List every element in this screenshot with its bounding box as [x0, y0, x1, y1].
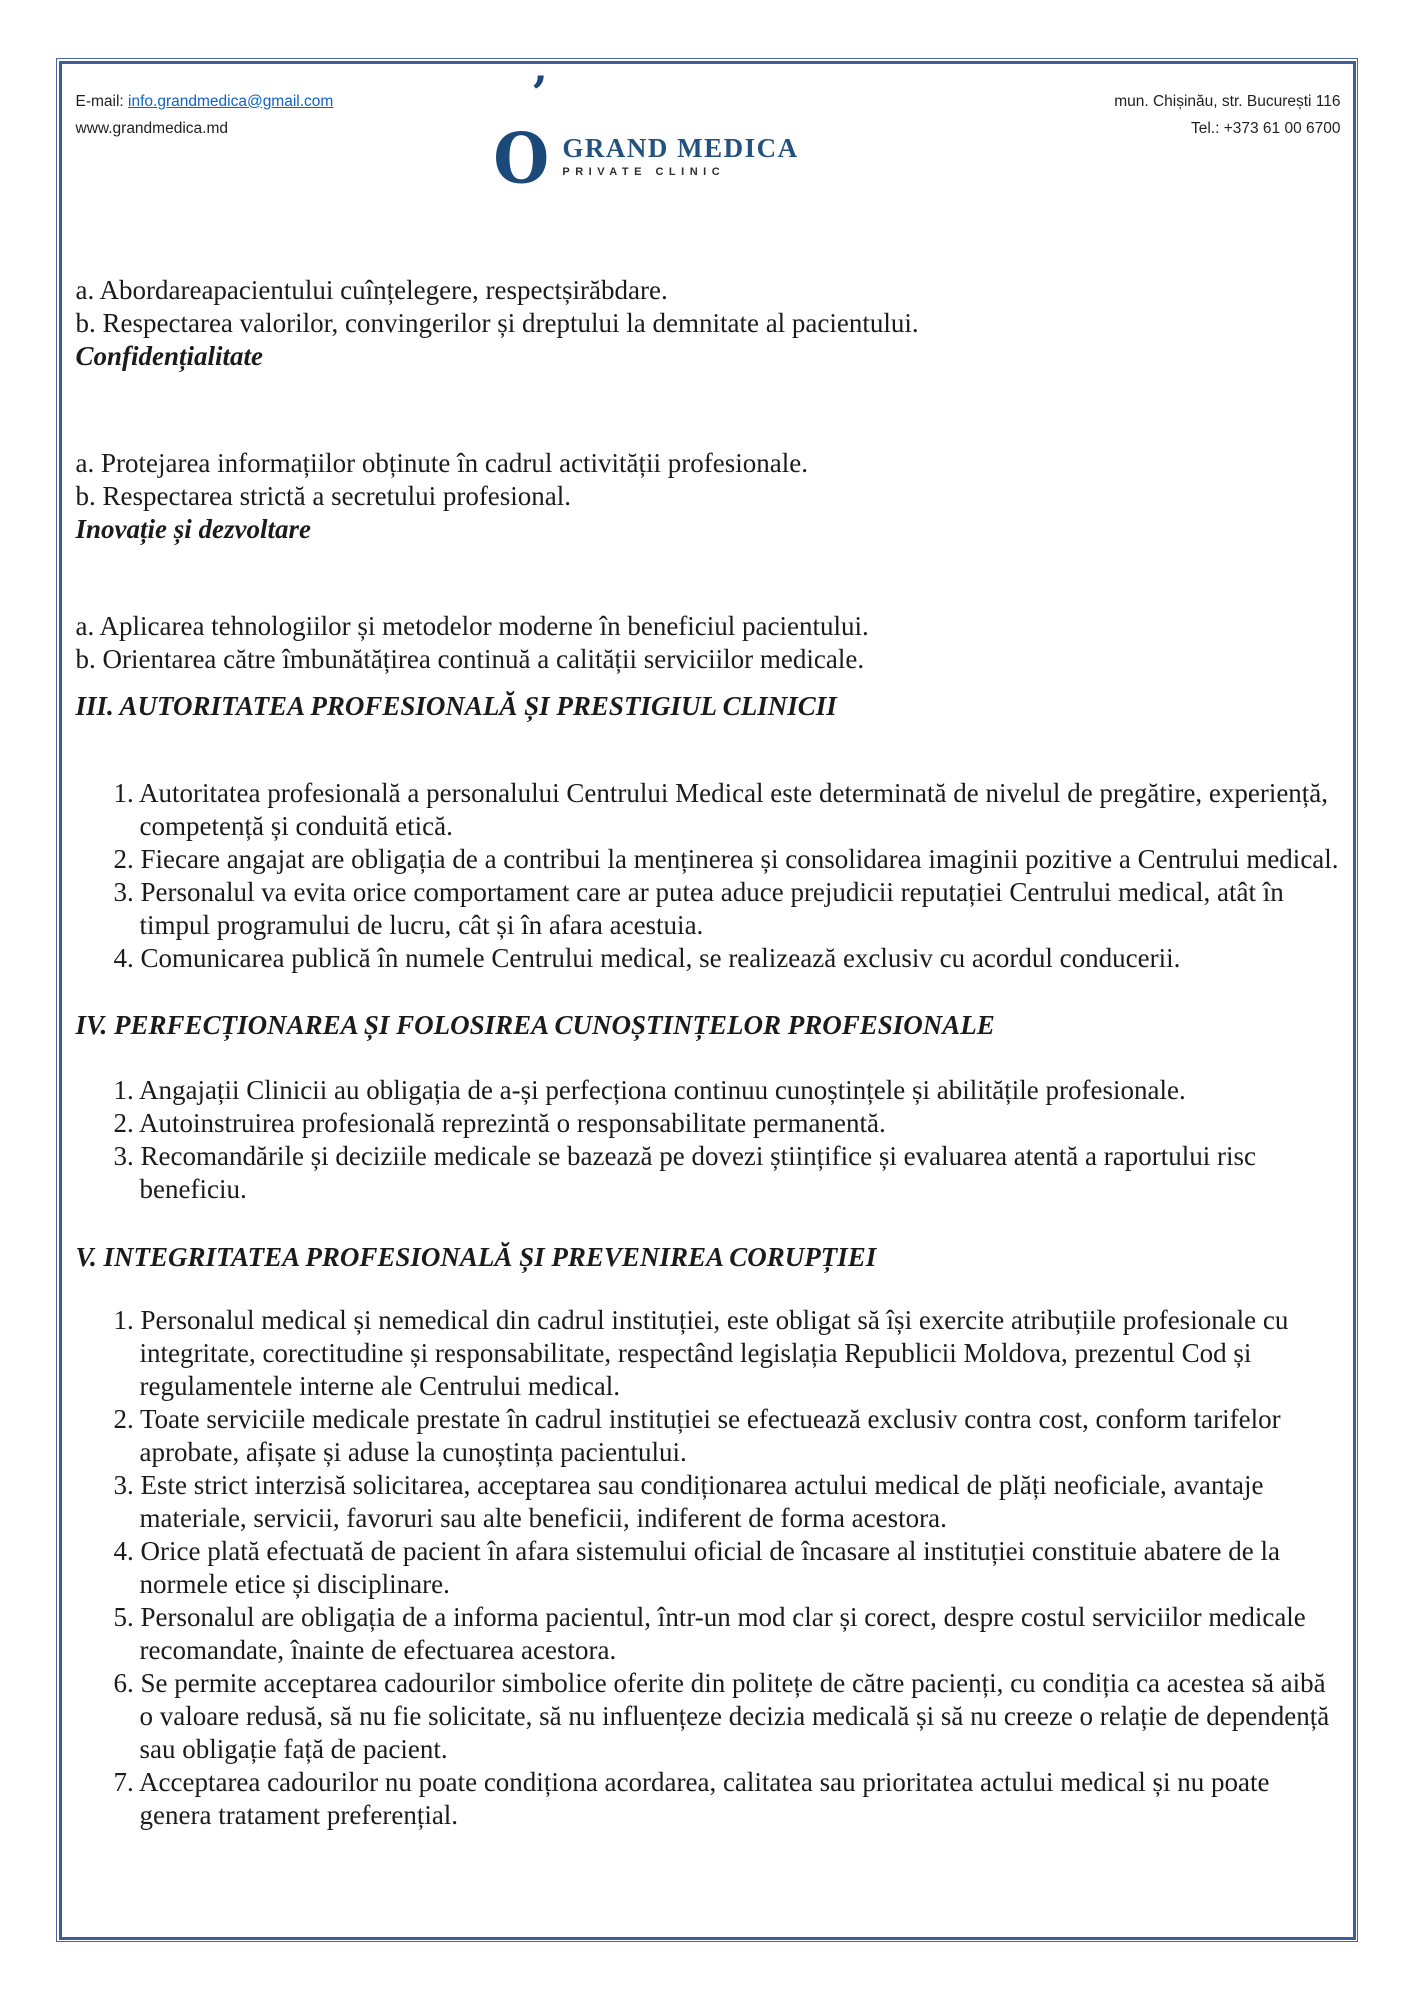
- list-item: 1. Angajații Clinicii au obligația de a-și perfecționa continuu cunoștințele și abilitățile profesionale.: [113, 1074, 1186, 1105]
- logo-monogram-icon: [493, 65, 550, 200]
- paragraph-confidential-a: a. Protejarea informațiilor obținute în cadrul activității profesionale.: [75, 447, 808, 478]
- paragraph-inovatie-b: b. Orientarea către îmbunătățirea continuă a calității serviciilor medicale.: [75, 643, 865, 674]
- list-item: 2. Toate serviciile medicale prestate în cadrul instituției se efectuează exclusiv contra cost, conform tarifelor aprobate, afișate și aduse la cunoștința pacientului.: [113, 1403, 1281, 1467]
- logo-text: [562, 132, 799, 178]
- document-body: [62, 274, 1353, 1832]
- logo: [364, 65, 929, 200]
- subheading-inovatie: Inovație și dezvoltare: [75, 513, 311, 544]
- section-heading-v: V. INTEGRITATEA PROFESIONALĂ ȘI PREVENIREA CORUPȚIEI: [75, 1241, 877, 1272]
- paragraph-respect-b: b. Respectarea valorilor, convingerilor și dreptului la demnitate al pacientului.: [75, 307, 919, 338]
- list-item: 4. Comunicarea publică în numele Centrului medical, se realizează exclusiv cu acordul conducerii.: [113, 942, 1181, 973]
- list-item: 6. Se permite acceptarea cadourilor simbolice oferite din politețe de către pacienți, cu condiția ca acestea să aibă o valoare redusă, să nu fie solicitate, să nu influențeze decizia medicală și să nu creeze o relație de dependență sau obligație față de pacient.: [113, 1667, 1330, 1764]
- logo-tagline: PRIVATE CLINIC: [562, 165, 726, 178]
- page-border: [56, 58, 1358, 1942]
- list-item: 2. Fiecare angajat are obligația de a contribui la menținerea și consolidarea imaginii pozitive a Centrului medical.: [113, 843, 1339, 874]
- paragraph-inovatie-a: a. Aplicarea tehnologiilor și metodelor moderne în beneficiul pacientului.: [75, 610, 869, 641]
- list-item: 3. Personalul va evita orice comportament care ar putea aduce prejudicii reputației Centrului medical, atât în timpul programului de lucru, cât și în afara acestuia.: [113, 876, 1284, 940]
- list-item: 4. Orice plată efectuată de pacient în afara sistemului oficial de încasare al instituției constituie abatere de la normele etice și disciplinare.: [113, 1535, 1280, 1599]
- paragraph-confidential-b: b. Respectarea strictă a secretului profesional.: [75, 480, 572, 511]
- contact-right: [991, 88, 1341, 142]
- phone: Tel.: +373 61 00 6700: [1190, 119, 1341, 137]
- section-heading-iii: III. AUTORITATEA PROFESIONALĂ ȘI PRESTIGIUL CLINICII: [75, 690, 837, 721]
- logo-name: GRAND MEDICA: [562, 132, 799, 163]
- logo-apostrophe-icon: ’: [531, 65, 548, 120]
- paragraph-respect-a: a. Abordareapacientului cuînțelegere, respectșirăbdare.: [75, 274, 668, 305]
- list-item: 7. Acceptarea cadourilor nu poate condiționa acordarea, calitatea sau prioritatea actului medical și nu poate genera tratament preferențial.: [113, 1766, 1270, 1830]
- list-item: 3. Este strict interzisă solicitarea, acceptarea sau condiționarea actului medical de plăți neoficiale, avantaje materiale, servicii, favoruri sau alte beneficii, indiferent de forma acestora.: [113, 1469, 1264, 1533]
- list-item: 3. Recomandările și deciziile medicale se bazează pe dovezi științifice și evaluarea atentă a raportului risc beneficiu.: [113, 1140, 1256, 1204]
- page-border-inner: [59, 61, 1356, 1940]
- list-item: 1. Personalul medical și nemedical din cadrul instituției, este obligat să își exercite atribuțiile profesionale cu integritate, corectitudine și responsabilitate, respectând legislația Republicii Moldova, prezentul Cod și regulamentele interne ale Centrului medical.: [113, 1304, 1289, 1401]
- address: mun. Chișinău, str. București 116: [1114, 92, 1341, 110]
- logo-monogram-letter: O: [493, 118, 550, 200]
- list-item: 5. Personalul are obligația de a informa pacientul, într-un mod clar și corect, despre costul serviciilor medicale recomandate, înainte de efectuarea acestora.: [113, 1601, 1306, 1665]
- section-heading-iv: IV. PERFECȚIONAREA ȘI FOLOSIREA CUNOȘTINȚELOR PROFESIONALE: [75, 1009, 995, 1040]
- list-item: 1. Autoritatea profesională a personalului Centrului Medical este determinată de nivelul de pregătire, experiență, competență și conduită etică.: [113, 777, 1329, 841]
- list-item: 2. Autoinstruirea profesională reprezintă o responsabilitate permanentă.: [113, 1107, 886, 1138]
- subheading-confidentialitate: Confidențialitate: [75, 340, 264, 371]
- email-label: E-mail:: [75, 92, 129, 110]
- website: www.grandmedica.md: [75, 119, 228, 137]
- letterhead: [62, 64, 1353, 200]
- email-link[interactable]: info.grandmedica@gmail.com: [128, 92, 334, 110]
